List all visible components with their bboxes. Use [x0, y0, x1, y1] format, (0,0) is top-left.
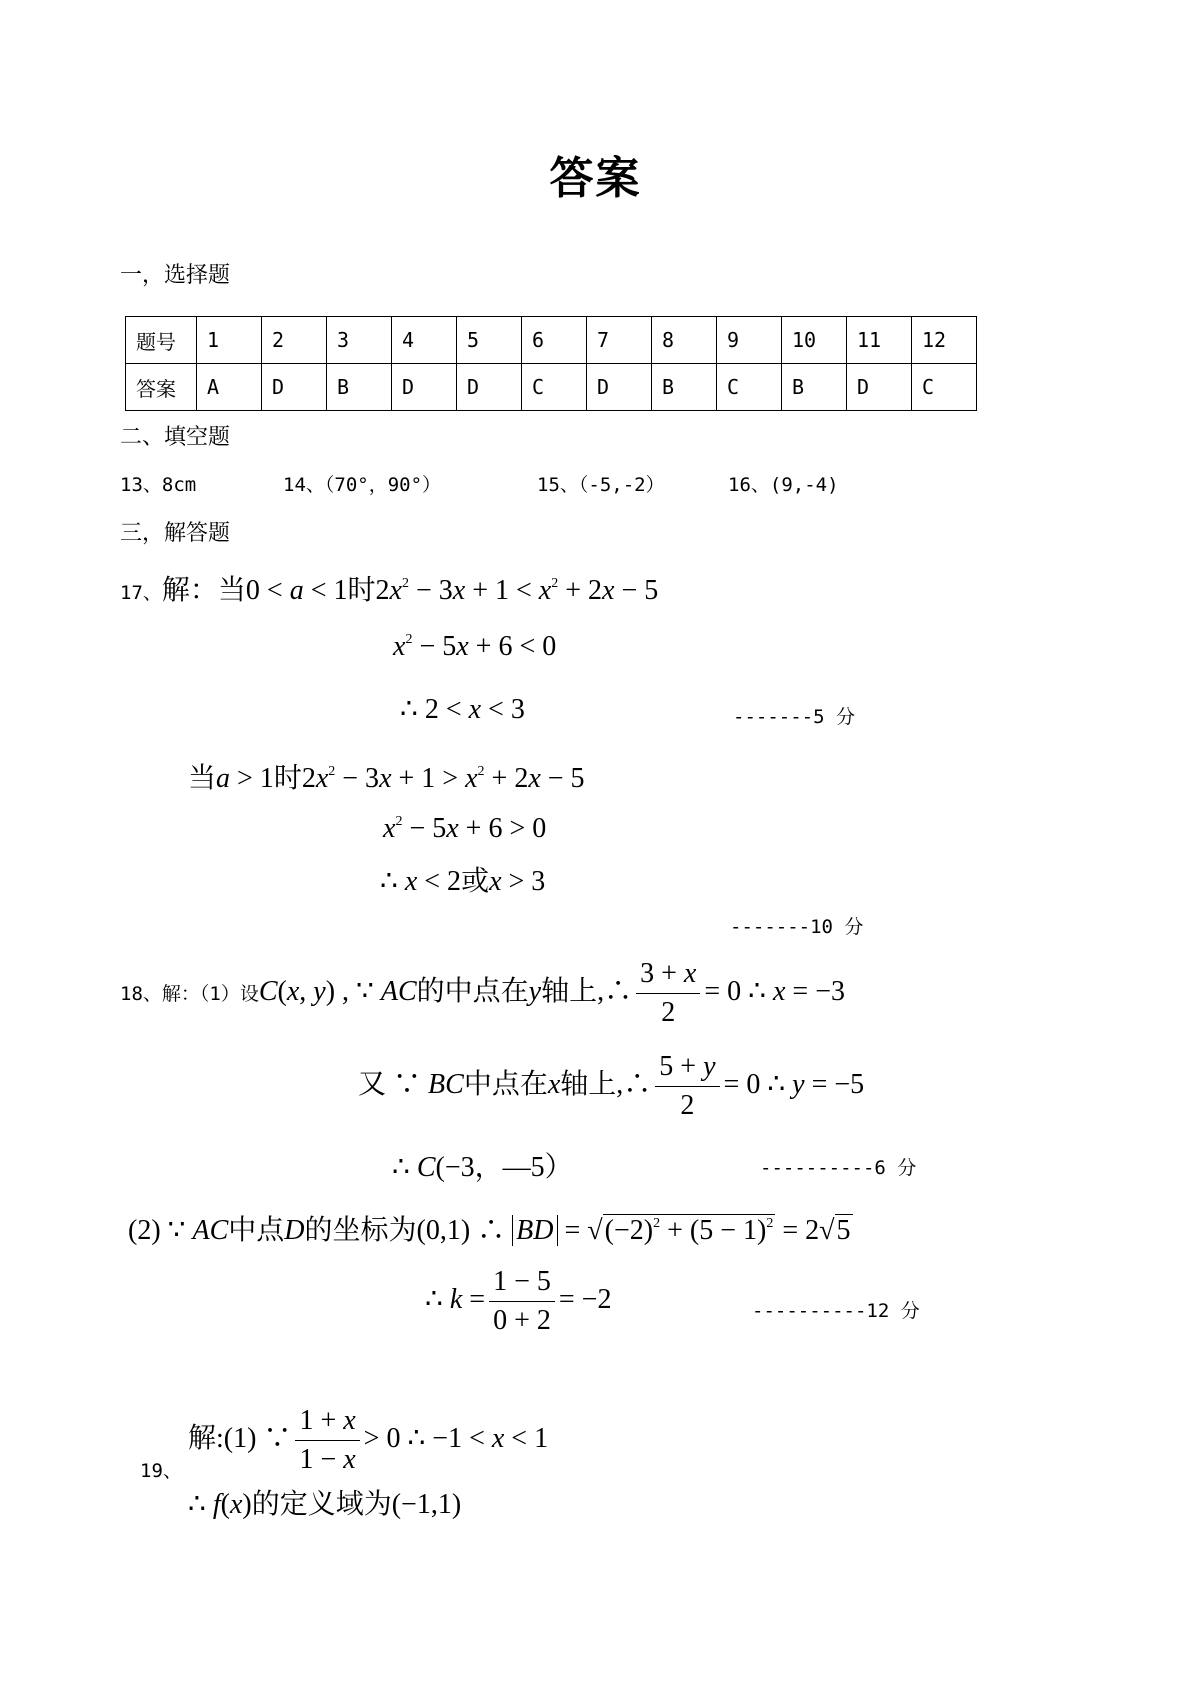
q17-line-4: 当a > 1时$2x^2 - 3x + 1 > x^2 + 2x - 5$ — [188, 763, 585, 794]
table-cell: 3 — [327, 317, 392, 364]
table-cell: C — [522, 364, 587, 411]
q17-line-5: $x^2 - 5x + 6 > 0$ — [383, 813, 547, 844]
fill-answer-13: 13、8cm — [120, 474, 197, 496]
table-cell: 5 — [457, 317, 522, 364]
table-cell: 12 — [912, 317, 977, 364]
fill-answer-16: 16、(9,-4) — [728, 474, 839, 496]
q19-line-1: 解:(1) ∵ $\frac{1 + x}{1 - x}$ > 0 ∴ −1 < x < 1 — [188, 1402, 548, 1479]
q17-line-1: 17、解：当0 < a < 1时$2x^2 - 3x + 1 < x^2 + 2x - 5$ — [120, 575, 659, 606]
score-6: ----------6 分 — [760, 1157, 917, 1179]
table-cell: B — [652, 364, 717, 411]
section-fill-heading: 二、填空题 — [120, 425, 231, 450]
table-cell: C — [717, 364, 782, 411]
score-10: -------10 分 — [730, 916, 864, 938]
table-header-cell: 题号 — [126, 317, 197, 364]
q17-line-6: ∴ x < 2或x > 3 — [380, 866, 546, 897]
table-cell: D — [457, 364, 522, 411]
table-cell: 4 — [392, 317, 457, 364]
table-cell: 6 — [522, 317, 587, 364]
table-header-cell: 答案 — [126, 364, 197, 411]
table-cell: 9 — [717, 317, 782, 364]
fraction: $\frac{1 - 5}{0 + 2}$ — [489, 1263, 555, 1340]
section-solve-heading: 三，解答题 — [120, 521, 231, 546]
q18-line-3: ∴ C(−3，—5） — [392, 1152, 573, 1183]
q18-line-5: ∴ k = $\frac{1 - 5}{0 + 2}$ = −2 — [425, 1263, 611, 1340]
table-cell: 11 — [847, 317, 912, 364]
table-cell: D — [262, 364, 327, 411]
q17-line-3: ∴ 2 < x < 3 — [400, 694, 525, 725]
q17-label: 17、 — [120, 582, 162, 604]
score-12: ----------12 分 — [752, 1300, 920, 1322]
fraction: $\frac{5 + y}{2}$ — [655, 1048, 719, 1125]
table-cell: C — [912, 364, 977, 411]
fraction: $\frac{1 + x}{1 - x}$ — [295, 1402, 359, 1479]
table-cell: D — [587, 364, 652, 411]
table-cell: B — [327, 364, 392, 411]
table-cell: B — [782, 364, 847, 411]
q19-label: 19、 — [140, 1460, 182, 1482]
section-choice-heading: 一，选择题 — [120, 263, 231, 288]
q19-line-2: ∴ f(x)的定义域为(−1,1) — [188, 1489, 462, 1520]
q18-line-1: 18、解：（1）设C(x, y) , ∵ AC的中点在y轴上,∴ $\frac{3 + x}{2}$ = 0 ∴ x = −3 — [120, 955, 845, 1032]
table-cell: 1 — [197, 317, 262, 364]
fill-answer-15: 15、（-5,-2） — [537, 474, 665, 496]
table-cell: 7 — [587, 317, 652, 364]
table-cell: 10 — [782, 317, 847, 364]
table-cell: D — [847, 364, 912, 411]
table-row — [126, 364, 977, 411]
fill-answer-14: 14、（70°，90°） — [283, 474, 442, 496]
table-cell: D — [392, 364, 457, 411]
q18-line-2: 又 ∵ BC中点在x轴上,∴ $\frac{5 + y}{2}$ = 0 ∴ y = −5 — [358, 1048, 864, 1125]
q17-line-2: $x^2 - 5x + 6 < 0$ — [393, 631, 557, 662]
page-title: 答案 — [549, 153, 642, 204]
table-cell: A — [197, 364, 262, 411]
fraction: $\frac{3 + x}{2}$ — [636, 955, 700, 1032]
answer-table — [125, 316, 977, 411]
q18-line-4: (2) ∵ AC中点D的坐标为(0,1) ∴ BD = $√(-2)^2 + (5 - 1)^2 = 2√5$ — [128, 1215, 851, 1246]
table-cell: 2 — [262, 317, 327, 364]
table-cell: 8 — [652, 317, 717, 364]
score-5: -------5 分 — [733, 706, 855, 728]
table-row — [126, 317, 977, 364]
